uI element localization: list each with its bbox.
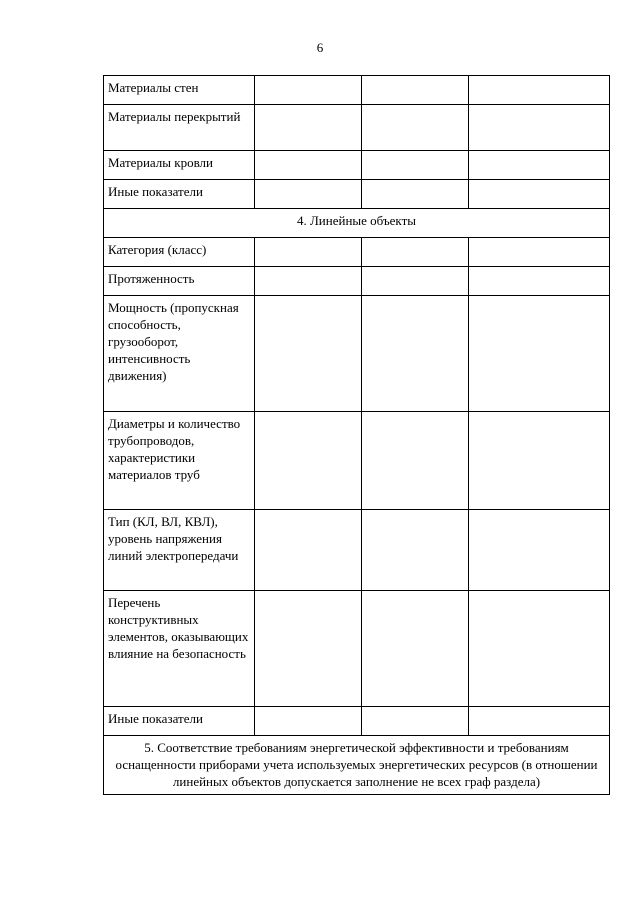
blank-cell[interactable] xyxy=(255,267,362,296)
section-5-row xyxy=(104,736,610,795)
blank-cell[interactable] xyxy=(255,151,362,180)
section-4-row xyxy=(104,209,610,238)
table-row xyxy=(104,105,610,151)
table-row xyxy=(104,296,610,412)
table-row xyxy=(104,267,610,296)
blank-cell[interactable] xyxy=(469,591,610,707)
table-row xyxy=(104,707,610,736)
blank-cell[interactable] xyxy=(469,510,610,591)
blank-cell[interactable] xyxy=(469,76,610,105)
blank-cell[interactable] xyxy=(469,296,610,412)
blank-cell[interactable] xyxy=(469,412,610,510)
row-label: Материалы кровли xyxy=(104,151,255,180)
blank-cell[interactable] xyxy=(255,296,362,412)
row-label: Материалы перекрытий xyxy=(104,105,255,151)
section-4 xyxy=(104,209,610,238)
blank-cell[interactable] xyxy=(255,591,362,707)
blank-cell[interactable] xyxy=(255,238,362,267)
blank-cell[interactable] xyxy=(255,707,362,736)
table-row xyxy=(104,591,610,707)
row-label: Диаметры и количество трубопроводов, характеристики материалов труб xyxy=(104,412,255,510)
blank-cell[interactable] xyxy=(362,591,469,707)
blank-cell[interactable] xyxy=(362,238,469,267)
table-row xyxy=(104,76,610,105)
blank-cell[interactable] xyxy=(362,296,469,412)
page-number: 6 xyxy=(316,40,324,55)
table-row xyxy=(104,151,610,180)
section-4-title: 4. Линейные объекты xyxy=(104,209,610,238)
section-5 xyxy=(104,736,610,795)
section-5-title: 5. Соответствие требованиям энергетической эффективности и требованиям оснащенности приборами учета используемых энергетических ресурсов (в отношении линейных объектов допускается заполнение не всех граф раздела) xyxy=(104,736,610,795)
blank-cell[interactable] xyxy=(469,180,610,209)
row-label: Категория (класс) xyxy=(104,238,255,267)
blank-cell[interactable] xyxy=(255,76,362,105)
row-label: Иные показатели xyxy=(104,180,255,209)
blank-cell[interactable] xyxy=(362,180,469,209)
table-body-top xyxy=(104,76,610,209)
table-row xyxy=(104,510,610,591)
table-row xyxy=(104,238,610,267)
row-label: Иные показатели xyxy=(104,707,255,736)
blank-cell[interactable] xyxy=(255,180,362,209)
table-row xyxy=(104,180,610,209)
form-table xyxy=(103,75,610,795)
row-label: Тип (КЛ, ВЛ, КВЛ), уровень напряжения линий электропередачи xyxy=(104,510,255,591)
blank-cell[interactable] xyxy=(362,267,469,296)
blank-cell[interactable] xyxy=(469,105,610,151)
blank-cell[interactable] xyxy=(469,707,610,736)
blank-cell[interactable] xyxy=(362,707,469,736)
blank-cell[interactable] xyxy=(255,105,362,151)
blank-cell[interactable] xyxy=(469,151,610,180)
blank-cell[interactable] xyxy=(362,76,469,105)
table-body-linear xyxy=(104,238,610,736)
blank-cell[interactable] xyxy=(362,510,469,591)
table-row xyxy=(104,412,610,510)
blank-cell[interactable] xyxy=(362,105,469,151)
row-label: Перечень конструктивных элементов, оказывающих влияние на безопасность xyxy=(104,591,255,707)
blank-cell[interactable] xyxy=(362,151,469,180)
blank-cell[interactable] xyxy=(469,267,610,296)
row-label: Протяженность xyxy=(104,267,255,296)
row-label: Мощность (пропускная способность, грузооборот, интенсивность движения) xyxy=(104,296,255,412)
blank-cell[interactable] xyxy=(362,412,469,510)
blank-cell[interactable] xyxy=(255,510,362,591)
blank-cell[interactable] xyxy=(469,238,610,267)
row-label: Материалы стен xyxy=(104,76,255,105)
blank-cell[interactable] xyxy=(255,412,362,510)
